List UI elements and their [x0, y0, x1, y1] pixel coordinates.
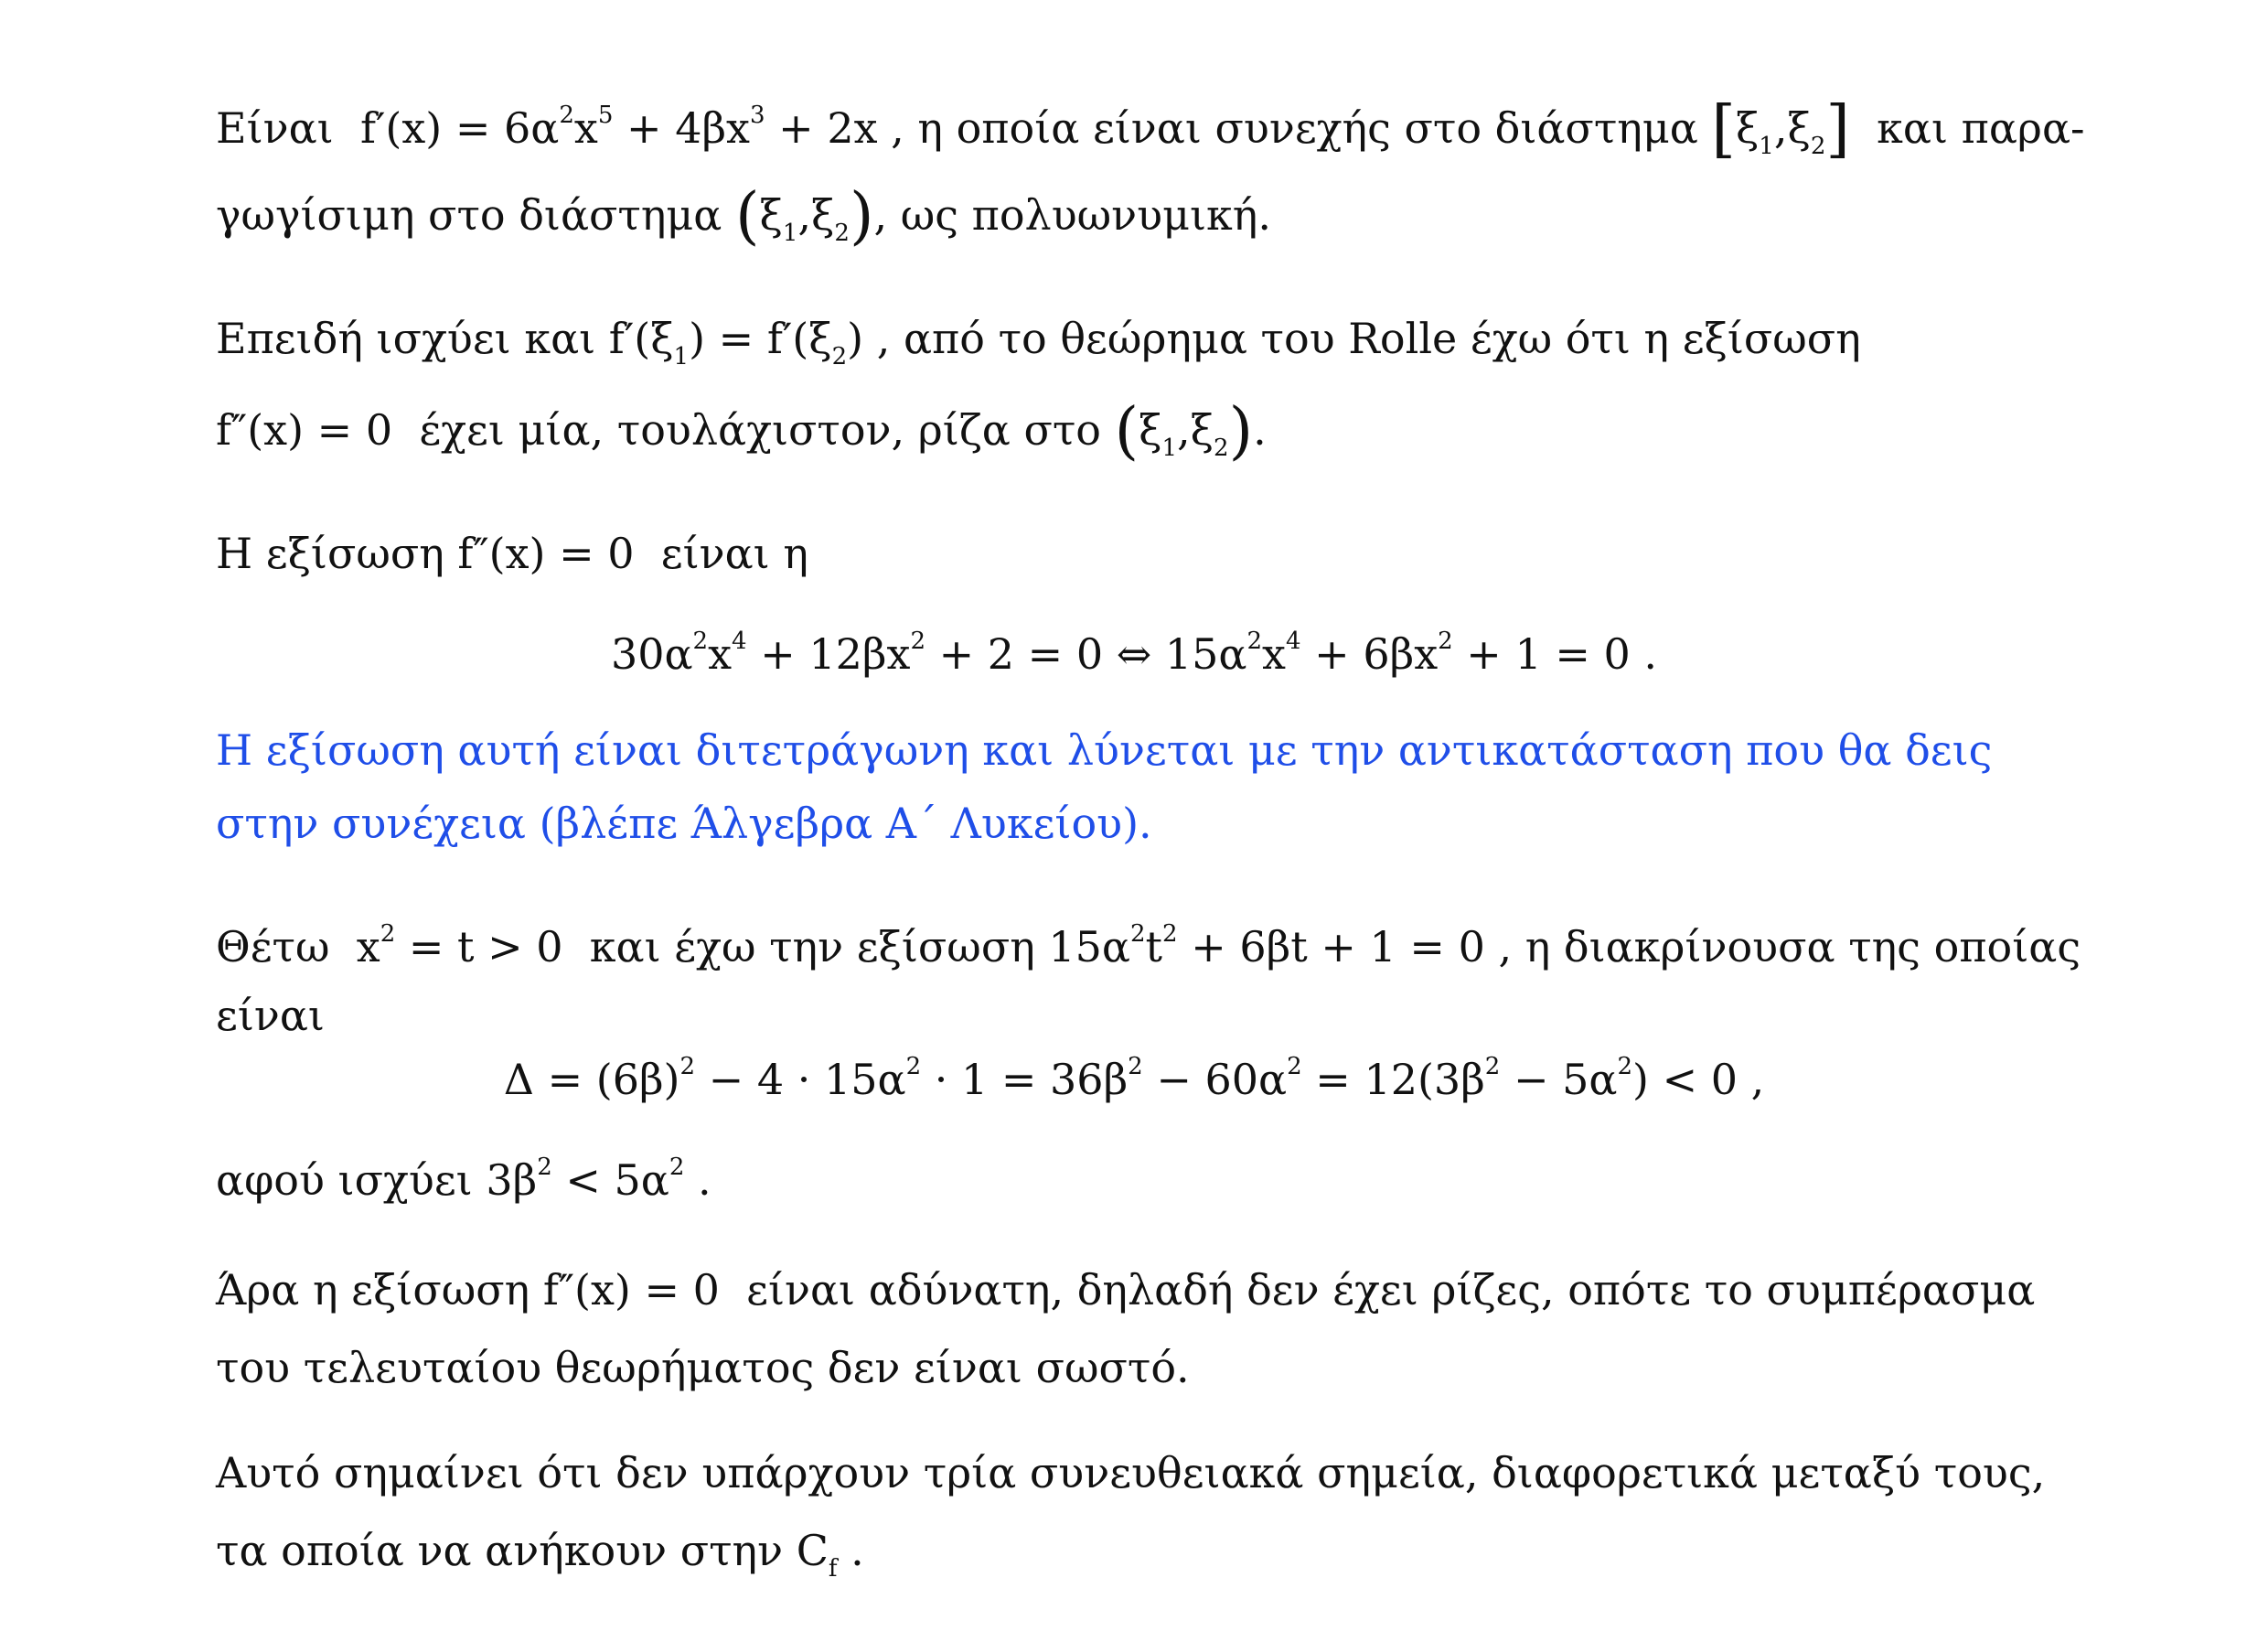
p5-line-1: Θέτω $x^2 = t > 0$ και έχω την εξίσωση $15\alpha^2t^2 + 6\beta t + 1 = 0$ , η διακρίνουσα της οποίας	[216, 920, 2081, 971]
p6-line-2: του τελευταίου θεωρήματος δεν είναι σωστό.	[216, 1343, 1190, 1392]
p5-discriminant: $\Delta = (6\beta)^2 - 4 \cdot 15\alpha^2 \cdot 1 = 36\beta^2 - 60\alpha^2 = 12(3\beta^2 - 5\alpha^2) < 0$ ,	[503, 1053, 1765, 1104]
p6-line-1: Άρα η εξίσωση f″(x) = 0 είναι αδύνατη, δηλαδή δεν έχει ρίζες, οπότε το συμπέρασμα	[216, 1265, 2036, 1315]
p2-line-1: Επειδή ισχύει και $f'(\xi_1) = f'(\xi_2)$ , από το θεώρημα του Rolle έχω ότι η εξίσωση	[216, 314, 1861, 370]
p4-line-1: Η εξίσωση αυτή είναι διτετράγωνη και λύνεται με την αντικατάσταση που θα δεις	[216, 725, 1993, 775]
p1-line-2: γωγίσιμη στο διάστημα $(\xi_1,\xi_2)$, ως πολυωνυμική.	[216, 180, 1271, 252]
p2-line-2: f″(x) = 0 έχει μία, τουλάχιστον, ρίζα στο $(\xi_1,\xi_2)$.	[216, 395, 1267, 467]
p4-line-2: στην συνέχεια (βλέπε Άλγεβρα Α΄ Λυκείου).	[216, 799, 1152, 848]
p1-line-1: Είναι $f'(x) = 6\alpha^2x^5 + 4\beta x^3 + 2x$ , η οποία είναι συνεχής στο διάστημα $[\xi_1,\xi_2]$ και παρα-	[216, 93, 2085, 166]
p3-line-1: Η εξίσωση f″(x) = 0 είναι η	[216, 529, 808, 578]
p7-line-1: Αυτό σημαίνει ότι δεν υπάρχουν τρία συνευθειακά σημεία, διαφορετικά μεταξύ τους,	[216, 1448, 2046, 1497]
p7-line-2: τα οποία να ανήκουν στην $C_f$ .	[216, 1526, 864, 1583]
p5-line-4: αφού ισχύει $3\beta^2 < 5\alpha^2$ .	[216, 1154, 711, 1205]
p3-equation: $30\alpha^2x^4 + 12\beta x^2 + 2 = 0$ ⇔ $15\alpha^2x^4 + 6\beta x^2 + 1 = 0$ .	[610, 628, 1658, 679]
p5-line-2: είναι	[216, 991, 325, 1040]
